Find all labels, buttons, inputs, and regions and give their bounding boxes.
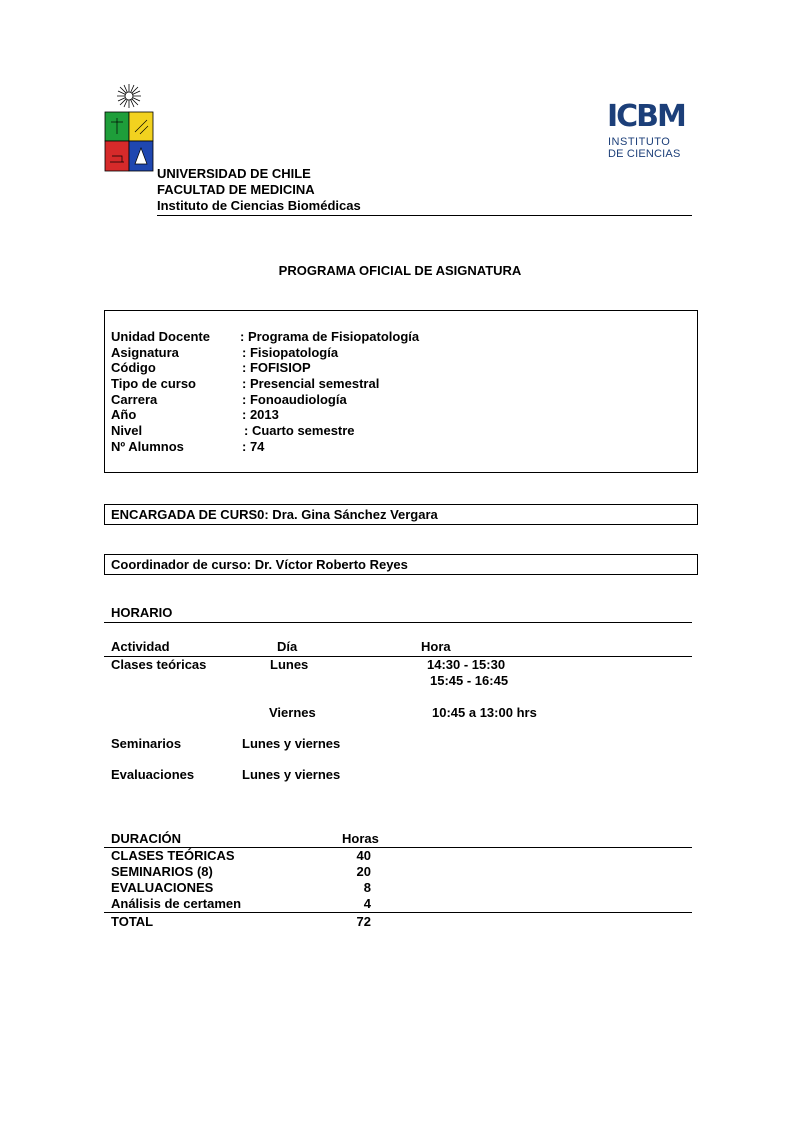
header-rule [157,215,692,216]
horario-col-actividad: Actividad [111,639,170,654]
info-value-unidad: : Programa de Fisiopatología [240,329,420,344]
horario-clases-label: Clases teóricas [111,657,207,672]
page-title: PROGRAMA OFICIAL DE ASIGNATURA [278,263,522,278]
info-label-ano: Año [111,407,137,422]
horario-col-dia: Día [277,639,298,654]
duracion-row-value: 20 [356,864,371,879]
horario-hora2: 15:45 - 16:45 [430,673,509,688]
info-value-tipo: : Presencial semestral [242,376,380,391]
horario-title: HORARIO [111,605,173,620]
horario-seminarios-label: Seminarios [111,736,182,751]
info-label-tipo: Tipo de curso [111,376,196,391]
horario-rule [104,622,692,623]
duracion-row-value: 8 [363,880,371,895]
duracion-total-rule [104,912,692,913]
info-label-alumnos: Nº Alumnos [111,439,184,454]
encargada-text: ENCARGADA DE CURS0: Dra. Gina Sánchez Vergara [111,507,438,522]
duracion-col-horas: Horas [342,831,379,846]
duracion-row-label: EVALUACIONES [111,880,214,895]
icbm-logo-mark: ICBM [607,99,685,134]
universidad-de-chile-crest [104,82,154,174]
coordinador-text: Coordinador de curso: Dr. Víctor Roberto Reyes [111,557,408,572]
horario-evaluaciones-dia: Lunes y viernes [242,767,341,782]
duracion-row-label: CLASES TEÓRICAS [111,848,235,863]
duracion-col-duracion: DURACIÓN [111,831,182,846]
info-label-codigo: Código [111,360,156,375]
duracion-row-value: 4 [363,896,371,911]
icbm-logo [607,100,687,162]
header-faculty: FACULTAD DE MEDICINA [157,182,315,197]
horario-hora3: 10:45 a 13:00 hrs [432,705,537,720]
duracion-total-value: 72 [356,914,371,929]
info-label-nivel: Nivel [111,423,143,438]
info-value-carrera: : Fonoaudiología [242,392,347,407]
info-label-asignatura: Asignatura [111,345,179,360]
info-label-carrera: Carrera [111,392,158,407]
icbm-logo-sub2: DE CIENCIAS [608,148,681,160]
info-value-nivel: : Cuarto semestre [244,423,355,438]
horario-evaluaciones-label: Evaluaciones [111,767,195,782]
info-value-ano: : 2013 [242,407,279,422]
icbm-logo-sub1: INSTITUTO [608,136,671,148]
info-label-unidad: Unidad Docente [111,329,210,344]
duracion-total-label: TOTAL [111,914,154,929]
horario-seminarios-dia: Lunes y viernes [242,736,341,751]
info-value-asignatura: : Fisiopatología [242,345,339,360]
duracion-row-value: 40 [356,848,371,863]
horario-viernes: Viernes [269,705,316,720]
header-university: UNIVERSIDAD DE CHILE [157,166,311,181]
info-value-codigo: : FOFISIOP [242,360,311,375]
header-institute: Instituto de Ciencias Biomédicas [157,198,361,213]
horario-hora1: 14:30 - 15:30 [427,657,506,672]
duracion-row-label: Análisis de certamen [111,896,242,911]
info-value-alumnos: : 74 [242,439,265,454]
horario-lunes: Lunes [270,657,309,672]
horario-col-hora: Hora [421,639,451,654]
duracion-row-label: SEMINARIOS (8) [111,864,213,879]
